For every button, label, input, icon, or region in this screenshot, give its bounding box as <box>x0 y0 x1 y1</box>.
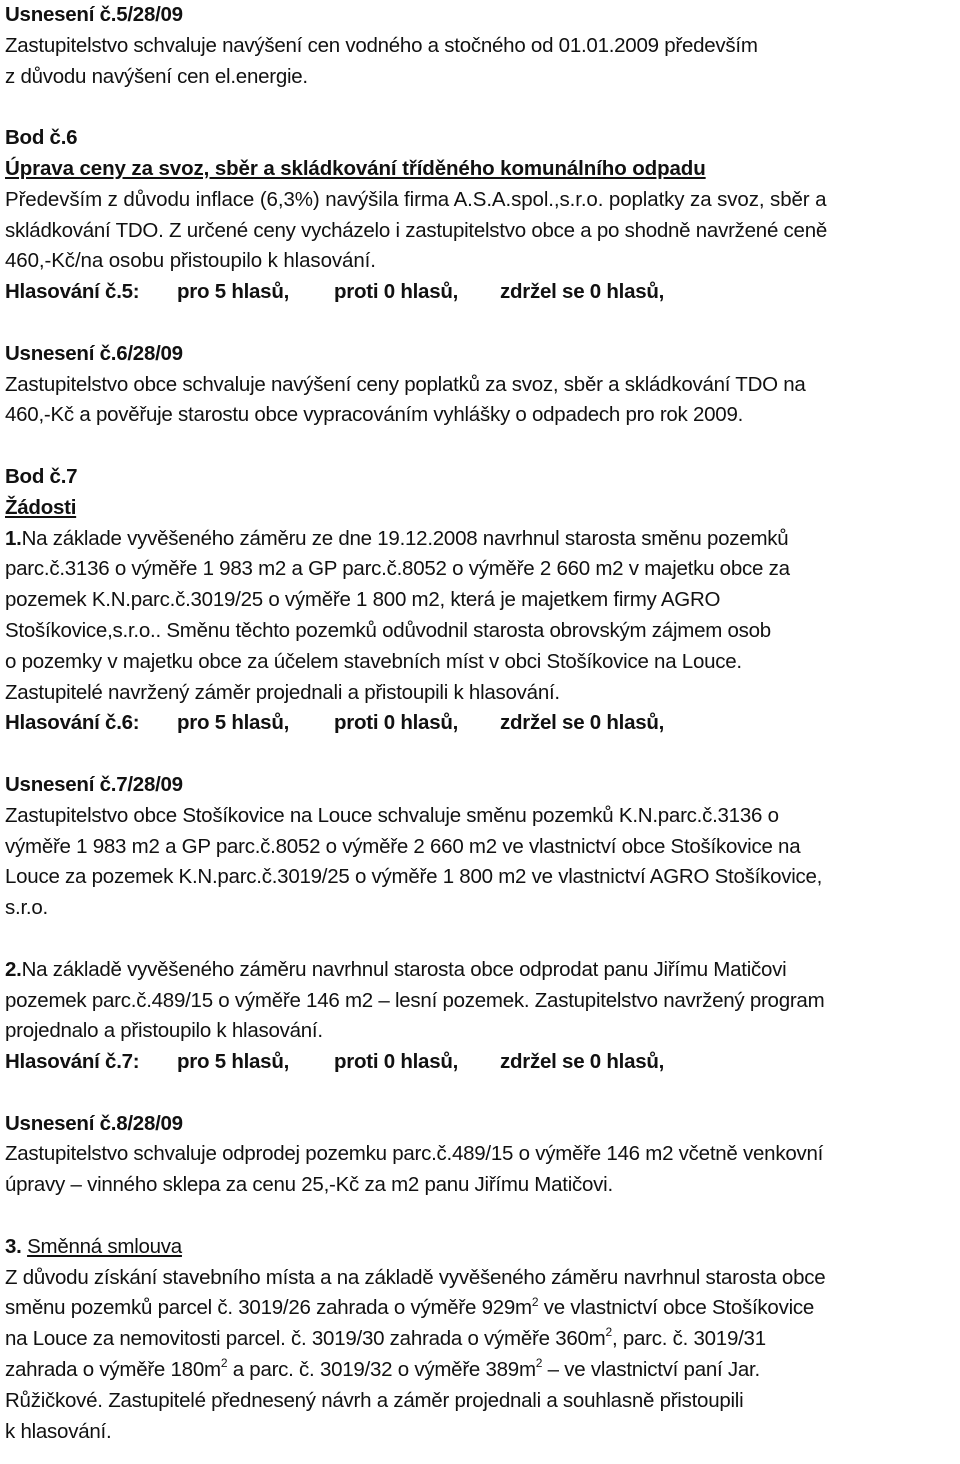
text-segment: – ve vlastnictví paní Jar. <box>542 1358 760 1382</box>
usneseni-6-line-2: 460,-Kč a pověřuje starostu obce vypracováním vyhlášky o odpadech pro rok 2009. <box>5 403 744 427</box>
item-3-line-1: Z důvodu získání stavebního místa a na základě vyvěšeného záměru navrhnul starosta obce <box>5 1265 826 1289</box>
item-3-heading <box>5 1232 952 1263</box>
bod-7-item-1-line-6: Zastupitelé navržený záměr projednali a přistoupili k hlasování. <box>5 680 560 704</box>
bod-7-item-1-line-3: pozemek K.N.parc.č.3019/25 o výměře 1 800 m2, která je majetkem firmy AGRO <box>5 588 721 612</box>
text-segment: na Louce za nemovitosti parcel. č. 3019/30 zahrada o výměře 360m <box>5 1327 606 1351</box>
item-3-line-5: Růžičkové. Zastupitelé přednesený návrh a záměr projednali a souhlasně přistoupili <box>5 1388 744 1412</box>
bod-7-item-1-line-2: parc.č.3136 o výměře 1 983 m2 a GP parc.č.8052 o výměře 2 660 m2 v majetku obce za <box>5 557 790 581</box>
vote-zdrzel: zdržel se 0 hlasů, <box>500 280 665 304</box>
vote-zdrzel: zdržel se 0 hlasů, <box>500 1050 665 1074</box>
vote-label: Hlasování č.5: <box>5 280 140 304</box>
vote-label: Hlasování č.6: <box>5 711 140 735</box>
superscript: 2 <box>531 1294 539 1309</box>
bod-6-line-3: 460,-Kč/na osobu přistoupilo k hlasování. <box>5 249 376 273</box>
superscript: 2 <box>535 1356 543 1371</box>
text-segment: , parc. č. 3019/31 <box>611 1327 766 1351</box>
item-3-line-4 <box>5 1355 952 1386</box>
usneseni-8-line-1: Zastupitelstvo schvaluje odprodej pozemku parc.č.489/15 o výměře 146 m2 včetně venkovní <box>5 1142 824 1166</box>
usneseni-5-line-2: z důvodu navýšení cen el.energie. <box>5 64 308 88</box>
usneseni-6-title: Usnesení č.6/28/09 <box>5 341 183 365</box>
bod-6-line-1: Především z důvodu inflace (6,3%) navýšila firma A.S.A.spol.,s.r.o. poplatky za svoz, sběr a <box>5 187 827 211</box>
item-2-line-3: projednalo a přistoupilo k hlasování. <box>5 1019 323 1043</box>
vote-proti: proti 0 hlasů, <box>334 711 459 735</box>
usneseni-7-title: Usnesení č.7/28/09 <box>5 772 183 796</box>
bod-6-title: Bod č.6 <box>5 126 78 150</box>
text-segment: směnu pozemků parcel č. 3019/26 zahrada o výměře 929m <box>5 1296 532 1320</box>
usneseni-7-line-1: Zastupitelstvo obce Stošíkovice na Louce schvaluje směnu pozemků K.N.parc.č.3136 o <box>5 803 779 827</box>
text-segment: a parc. č. 3019/32 o výměře 389m <box>227 1358 536 1382</box>
item-text: Na základě vyvěšeného záměru navrhnul starosta obce odprodat panu Jiřímu Matičovi <box>21 957 787 981</box>
usneseni-7-line-2: výměře 1 983 m2 a GP parc.č.8052 o výměře 2 660 m2 ve vlastnictví obce Stošíkovice na <box>5 834 801 858</box>
usneseni-5-line-1: Zastupitelstvo schvaluje navýšení cen vodného a stočného od 01.01.2009 především <box>5 33 758 57</box>
item-2-line-2: pozemek parc.č.489/15 o výměře 146 m2 – lesní pozemek. Zastupitelstvo navržený program <box>5 988 825 1012</box>
bod-6-subtitle: Úprava ceny za svoz, sběr a skládkování tříděného komunálního odpadu <box>5 156 706 180</box>
usneseni-5-title: Usnesení č.5/28/09 <box>5 3 183 26</box>
vote-pro: pro 5 hlasů, <box>177 280 290 304</box>
superscript: 2 <box>605 1325 612 1340</box>
superscript: 2 <box>220 1356 228 1371</box>
item-number: 2. <box>5 957 22 981</box>
hlasovani-5 <box>5 277 952 308</box>
bod-7-title: Bod č.7 <box>5 464 78 488</box>
usneseni-8-line-2: úpravy – vinného sklepa za cenu 25,-Kč za m2 panu Jiřímu Matičovi. <box>5 1173 613 1197</box>
vote-proti: proti 0 hlasů, <box>334 1050 459 1074</box>
item-3-title: Směnná smlouva <box>27 1234 182 1258</box>
item-number: 3. <box>5 1234 22 1258</box>
bod-7-item-1-line-4: Stošíkovice,s.r.o.. Směnu těchto pozemků odůvodnil starosta obrovským zájmem osob <box>5 618 771 642</box>
bod-7-item-1-line-5: o pozemky v majetku obce za účelem stavebních míst v obci Stošíkovice na Louce. <box>5 649 742 673</box>
bod-7-item-1-line-1 <box>5 524 952 555</box>
bod-6-line-2: skládkování TDO. Z určené ceny vycházelo i zastupitelstvo obce a po shodně navržené ceně <box>5 218 828 242</box>
usneseni-6-line-1: Zastupitelstvo obce schvaluje navýšení ceny poplatků za svoz, sběr a skládkování TDO na <box>5 372 806 396</box>
item-3-line-3 <box>5 1324 952 1355</box>
bod-7-subtitle: Žádosti <box>5 495 77 519</box>
usneseni-8-title: Usnesení č.8/28/09 <box>5 1111 183 1135</box>
usneseni-7-line-3: Louce za pozemek K.N.parc.č.3019/25 o výměře 1 800 m2 ve vlastnictví AGRO Stošíkovice, <box>5 865 823 889</box>
item-text: Na základe vyvěšeného záměru ze dne 19.12.2008 navrhnul starosta směnu pozemků <box>21 526 789 550</box>
hlasovani-6 <box>5 708 952 739</box>
text-segment: zahrada o výměře 180m <box>5 1358 221 1382</box>
item-3-line-6: k hlasování. <box>5 1419 112 1443</box>
vote-pro: pro 5 hlasů, <box>177 1050 290 1074</box>
vote-proti: proti 0 hlasů, <box>334 280 459 304</box>
item-number: 1. <box>5 526 22 550</box>
text-segment: ve vlastnictví obce Stošíkovice <box>538 1296 815 1320</box>
vote-zdrzel: zdržel se 0 hlasů, <box>500 711 665 735</box>
vote-label: Hlasování č.7: <box>5 1050 140 1074</box>
vote-pro: pro 5 hlasů, <box>177 711 290 735</box>
usneseni-7-line-4: s.r.o. <box>5 896 48 920</box>
item-2-line-1 <box>5 955 952 986</box>
hlasovani-7 <box>5 1047 952 1078</box>
item-3-line-2 <box>5 1293 952 1324</box>
